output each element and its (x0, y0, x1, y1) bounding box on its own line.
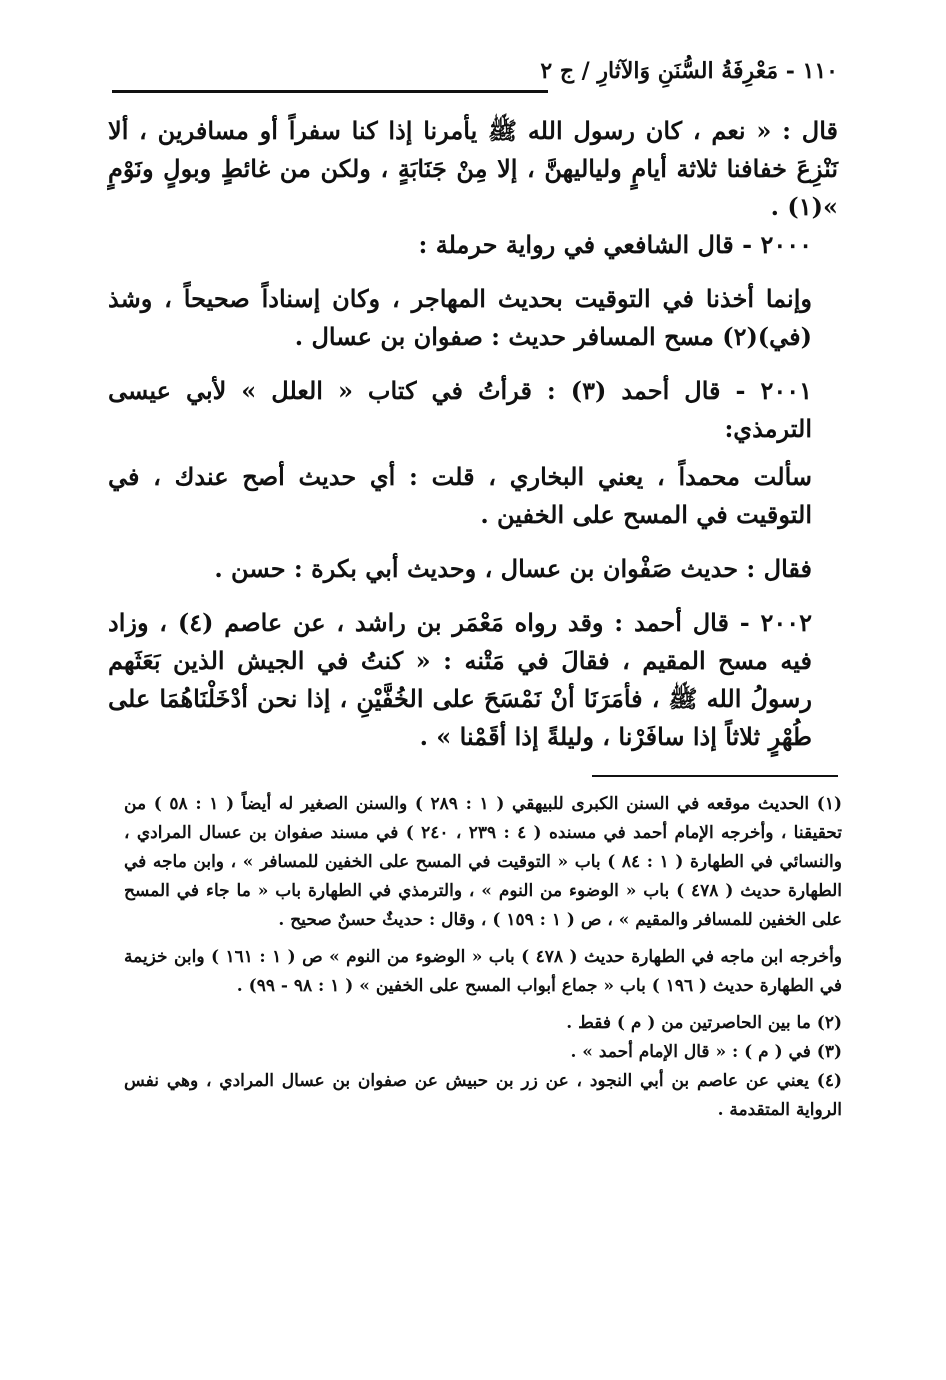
header-rule (112, 90, 548, 93)
footnote-1-continued: وأخرجه ابن ماجه في الطهارة حديث ( ٤٧٨ ) باب « الوضوء من النوم » ص ( ١ : ١٦١ ) وابن خزيمة في الطهارة حديث ( ١٩٦ ) باب « جماع أبواب المسح على الخفين » ( ١ : ٩٨ - ٩٩) . (124, 947, 842, 996)
paragraph-bukhari-question: سألت محمداً ، يعني البخاري ، قلت : أي حديث أصح عندك ، في التوقيت في المسح على الخفين . (108, 462, 812, 529)
paragraph-2001: ٢٠٠١ - قال أحمد (٣) : قرأتُ في كتاب « العلل » لأبي عيسى الترمذي: (108, 376, 813, 443)
paragraph-shafii: وإنما أخذنا في التوقيت بحديث المهاجر ، وكان إسناداً صحيحاً ، وشذ (في)(٢) مسح المسافر حديث : صفوان بن عسال . (108, 284, 812, 351)
footnotes (124, 790, 842, 1125)
paragraph-hadith-quote: قال : « نعم ، كان رسول الله ﷺ يأمرنا إذا كنا سفراً أو مسافرين ، ألا نَنْزِعَ خفافنا ثلاثة أيامٍ ولياليهنَّ ، إلا مِنْ جَنَابَةٍ ، ولكن من غائطٍ وبولٍ ونَوْمٍ »(١) . (108, 116, 838, 221)
footnote-4: (٤) يعني عن عاصم بن أبي النجود ، عن زر بن حبيش عن صفوان بن عسال المرادي ، وهي نفس الرواية المتقدمة . (124, 1071, 842, 1120)
footnote-3: (٣) في ( م ) : « قال الإمام أحمد » . (570, 1042, 842, 1062)
paragraph-bukhari-answer: فقال : حديث صَفْوان بن عسال ، وحديث أبي بكرة : حسن . (214, 554, 812, 583)
paragraph-2000: ٢٠٠٠ - قال الشافعي في رواية حرملة : (418, 230, 812, 259)
running-head: ١١٠ - مَعْرِفَةُ السُّنَنِ وَالآثارِ / ج ٢ (540, 58, 838, 84)
main-text (108, 112, 838, 756)
paragraph-2002: ٢٠٠٢ - قال أحمد : وقد رواه مَعْمَر بن راشد ، عن عاصم (٤) ، وزاد فيه مسح المقيم ، فقالَ في مَتْنه : « كنتُ في الجيش الذين بَعَثَهم رسولُ الله ﷺ ، فأمَرَنَا أنْ نَمْسَحَ على الخُفَّيْنِ ، إذا نحن أدْخَلْنَاهُمَا على طُهْرٍ ثلاثاً إذا سافَرْنا ، وليلةً إذا أقَمْنا » . (108, 608, 812, 751)
footnote-1: (١) الحديث موقعه في السنن الكبرى للبيهقي ( ١ : ٢٨٩ ) والسنن الصغير له أيضاً ( ١ : ٥٨ ) من تحقيقنا ، وأخرجه الإمام أحمد في مسنده ( ٤ : ٢٣٩ ، ٢٤٠ ) في مسند صفوان بن عسال المرادي ، والنسائي في الطهارة ( ١ : ٨٤ ) باب « التوقيت في المسح على الخفين للمسافر » ، وابن ماجه في الطهارة حديث ( ٤٧٨ ) باب « الوضوء من النوم » ، والترمذي في الطهارة باب « ما جاء في المسح على الخفين للمسافر والمقيم » ، ص ( ١ : ١٥٩ ) ، وقال : حديثٌ حسنٌ صحيح . (124, 794, 843, 930)
footnote-2: (٢) ما بين الحاصرتين من ( م ) فقط . (566, 1013, 842, 1033)
footnote-separator (592, 775, 838, 777)
page-header (112, 52, 838, 96)
